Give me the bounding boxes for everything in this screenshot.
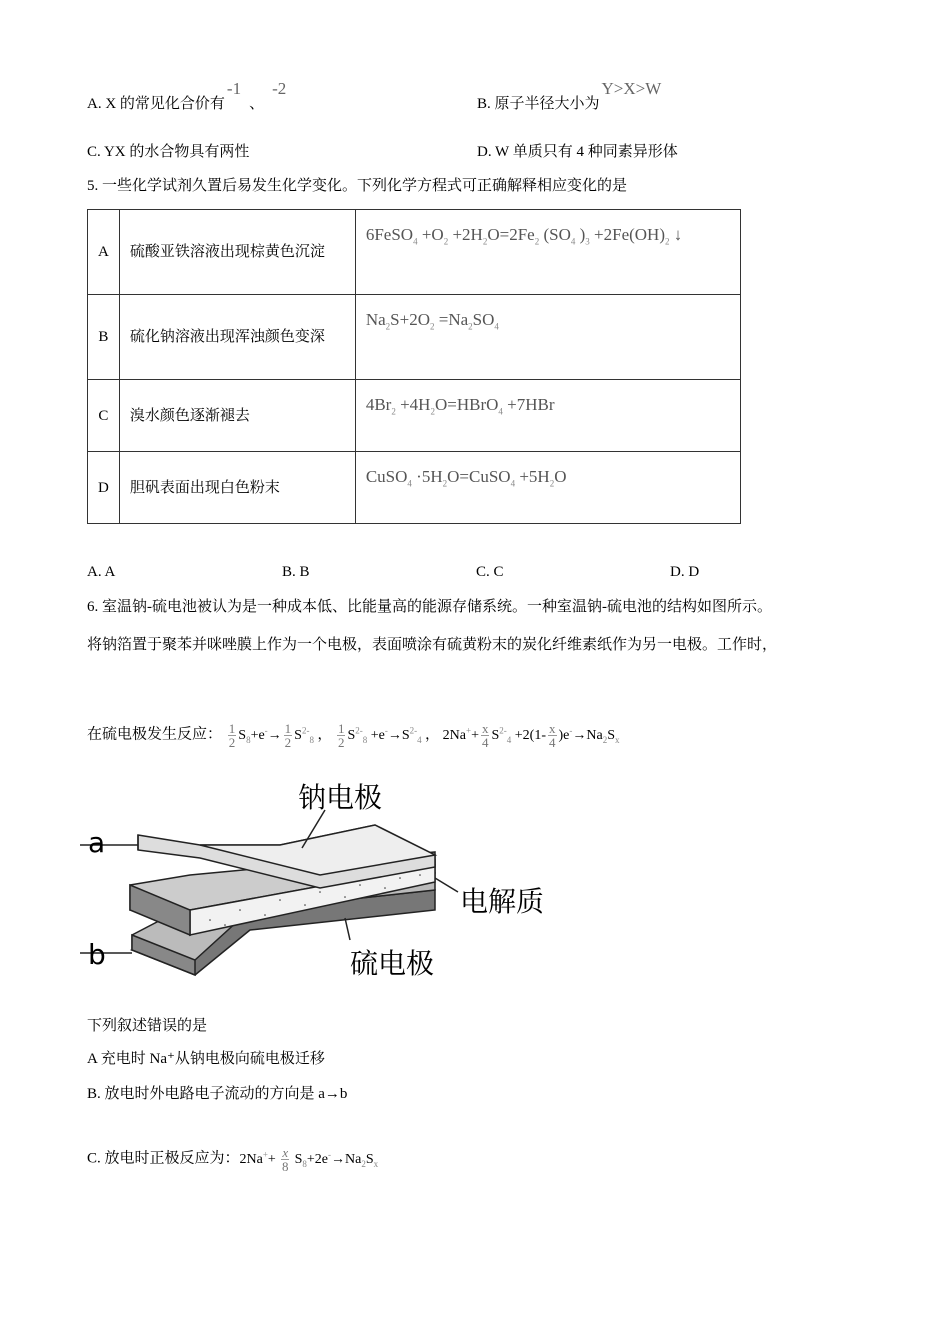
q6-option-c xyxy=(87,1134,378,1183)
label-a: a xyxy=(88,826,106,859)
answer-b: B. B xyxy=(282,564,310,580)
equation-part: 2 xyxy=(442,478,448,489)
equation-part: SO xyxy=(472,310,495,329)
equation-part: O xyxy=(554,467,567,486)
reaction-prefix: 在硫电极发生反应： xyxy=(87,726,223,743)
valence-2: -2 xyxy=(272,79,287,98)
row-description: 硫酸亚铁溶液出现棕黄色沉淀 xyxy=(119,210,355,295)
label-electrolyte: 电解质 xyxy=(460,885,545,918)
equation-part: O=CuSO xyxy=(447,467,511,486)
equation-part: O=HBrO xyxy=(434,395,499,414)
row-label: A xyxy=(88,210,120,295)
equation-part: 4 xyxy=(413,236,418,247)
equation-part: 4 xyxy=(407,478,412,489)
equation-part: O=2Fe xyxy=(487,225,535,244)
label-b: b xyxy=(88,938,106,971)
option-c-equation: 2Na++ $\frac{x}{8}$ $S_8+2e^-\to Na_2S_x$ xyxy=(239,1144,379,1174)
option-4b xyxy=(477,79,662,114)
row-label: B xyxy=(88,295,120,380)
question-5-stem: 5. 一些化学试剂久置后易发生化学变化。下列化学方程式可正确解释相应变化的是 xyxy=(87,178,628,194)
equation-part: 2 xyxy=(482,236,488,247)
row-equation xyxy=(355,452,740,524)
option-text: A. X 的常见化合价有 xyxy=(87,96,225,112)
equation-part: 2 xyxy=(385,321,391,332)
row-equation xyxy=(355,210,740,295)
equation-part: +5H xyxy=(515,467,550,486)
equation-part: 6FeSO xyxy=(365,225,414,244)
row-description: 硫化钠溶液出现浑浊颜色变深 xyxy=(119,295,355,380)
equation-part: 2 xyxy=(549,478,555,489)
equation-part: CuSO xyxy=(365,467,408,486)
label-sulfur-electrode: 硫电极 xyxy=(350,947,435,980)
option-4c: C. YX 的水合物具有两性 xyxy=(87,144,250,160)
radius-order: Y>X>W xyxy=(601,79,662,98)
valence-1: -1 xyxy=(226,79,242,98)
equation-part: =Na xyxy=(434,310,469,329)
equation-part: 2 xyxy=(430,321,435,332)
label-sodium-electrode: 钠电极 xyxy=(298,781,383,814)
row-label: C xyxy=(88,380,120,452)
row-equation xyxy=(355,380,740,452)
equation-part: ) xyxy=(575,225,586,244)
equation-part: (SO xyxy=(539,225,571,244)
answer-d: D. D xyxy=(670,564,700,580)
answer-c: C. C xyxy=(476,564,504,580)
option-4a xyxy=(87,79,287,114)
equation-part: +O xyxy=(417,225,444,244)
equation-part: 4 xyxy=(570,236,576,247)
row-description: 溴水颜色逐渐褪去 xyxy=(119,380,355,452)
equation-part: ↓ xyxy=(669,225,683,244)
equation-part: +2H xyxy=(448,225,483,244)
table-row xyxy=(88,210,741,295)
equation-part: 3 xyxy=(585,236,590,247)
sep: 、 xyxy=(249,96,265,112)
equation-part: +2Fe(OH) xyxy=(589,225,665,244)
table-row xyxy=(88,452,741,524)
equation-part: 2 xyxy=(468,321,473,332)
equation-part: 2 xyxy=(391,406,396,417)
equation-part: 2 xyxy=(430,406,435,417)
equation-part: ·5H xyxy=(411,467,443,486)
option-4d: D. W 单质只有 4 种同素异形体 xyxy=(477,144,678,160)
equation-part: 2 xyxy=(534,236,540,247)
equation-part: 2 xyxy=(665,236,670,247)
equation-part: 4Br xyxy=(365,395,392,414)
q5-table xyxy=(87,209,741,524)
equation-part: +4H xyxy=(395,395,431,414)
equation-part: +7HBr xyxy=(502,395,555,414)
row-label: D xyxy=(88,452,120,524)
reaction-equations: $\frac{1}{2}$ $S_8+e^-\to$ $\frac{1}{2}$ $S^{2-}_8$ ， $\frac{1}{2}$ $S^{2-}_8 +e^-\to S^{2-}_4$ ， 2Na++ $\frac{x}{4}$ $S^{2-}_4 +2(1-$ $\frac{x}{4}$ )$e^-\to Na_2S_x$ xyxy=(228,720,620,750)
option-text: C. 放电时正极反应为： xyxy=(87,1150,240,1167)
equation-part: 4 xyxy=(494,321,499,332)
q6-reactions xyxy=(87,712,620,757)
row-description: 胆矾表面出现白色粉末 xyxy=(119,452,355,524)
q6-option-b: B. 放电时外电路电子流动的方向是 a→b xyxy=(87,1086,348,1102)
row-equation xyxy=(355,295,740,380)
equation-part: 2 xyxy=(443,236,449,247)
option-text: B. 原子半径大小为 xyxy=(477,96,600,112)
equation-part: S+2O xyxy=(390,310,430,329)
table-row xyxy=(88,295,741,380)
table-row xyxy=(88,380,741,452)
q6-line1: 6. 室温钠-硫电池被认为是一种成本低、比能量高的能源存储系统。一种室温钠-硫电池的结构如图所示。 xyxy=(87,599,772,615)
equation-part: 4 xyxy=(498,406,503,417)
equation-part: Na xyxy=(365,310,386,329)
q6-line2: 将钠箔置于聚苯并咪唑膜上作为一个电极，表面喷涂有硫黄粉末的炭化纤维素纸作为另一电极。工作时， xyxy=(87,637,778,653)
answer-a: A. A xyxy=(87,564,116,580)
equation-part: 4 xyxy=(510,478,516,489)
q6-option-a: A 充电时 Na⁺从钠电极向硫电极迁移 xyxy=(87,1051,325,1067)
q6-question: 下列叙述错误的是 xyxy=(87,1018,208,1034)
